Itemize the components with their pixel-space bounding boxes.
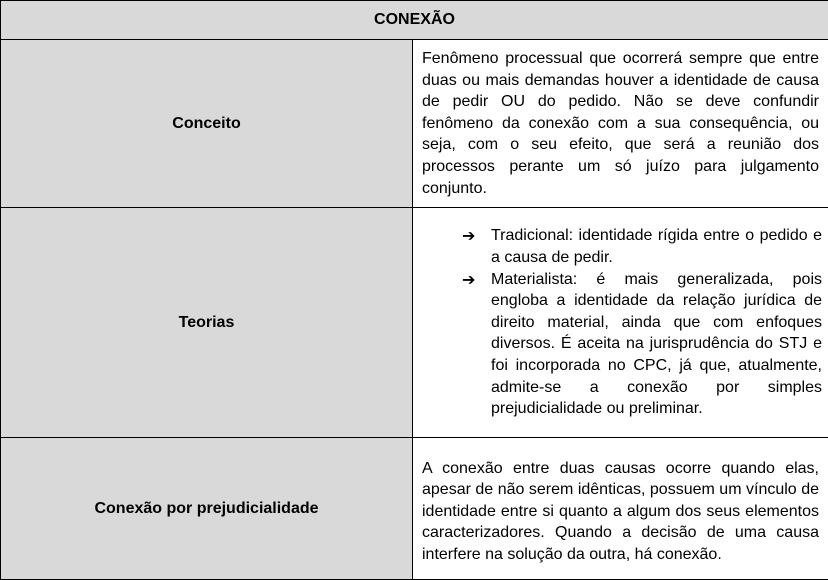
table-row [1, 208, 828, 438]
row-label-conceito: Conceito [1, 40, 413, 208]
teoria-materialista-text: Materialista: é mais generalizada, pois engloba a identidade da relação jurídica de direito material, ainda que com enfoques diversos. É aceita na jurisprudência do STJ e foi incorporada no CPC, já que, atualmente, admite-se a conexão por simples prejudicialidade ou preliminar. [491, 271, 822, 418]
table-title: CONEXÃO [1, 1, 828, 40]
table-row [1, 40, 828, 208]
table-row [1, 438, 828, 580]
table-title-row [1, 1, 828, 40]
row-text-conexao-prejudicialidade: A conexão entre duas causas ocorre quando elas, apesar de não serem idênticas, possuem um vínculo de identidade entre si quanto a algum dos seus elementos caracterizadores. Quando a decisão de uma causa interfere na solução da outra, há conexão. [413, 438, 828, 580]
row-text-conceito: Fenômeno processual que ocorrerá sempre que entre duas ou mais demandas houver a identidade de causa de pedir OU do pedido. Não se deve confundir fenômeno da conexão com a sua consequência, ou seja, com o seu efeito, que será a reunião dos processos perante um só juízo para julgamento conjunto. [413, 40, 828, 208]
right-arrow-icon: ➔ [462, 225, 475, 247]
row-content-teorias [413, 208, 828, 438]
list-item [462, 269, 822, 420]
teorias-list [422, 225, 822, 419]
teoria-tradicional-text: Tradicional: identidade rígida entre o pedido e a causa de pedir. [491, 227, 822, 266]
list-item [462, 225, 822, 268]
right-arrow-icon: ➔ [462, 269, 475, 291]
row-label-teorias: Teorias [1, 208, 413, 438]
row-label-conexao-prejudicialidade: Conexão por prejudicialidade [1, 438, 413, 580]
